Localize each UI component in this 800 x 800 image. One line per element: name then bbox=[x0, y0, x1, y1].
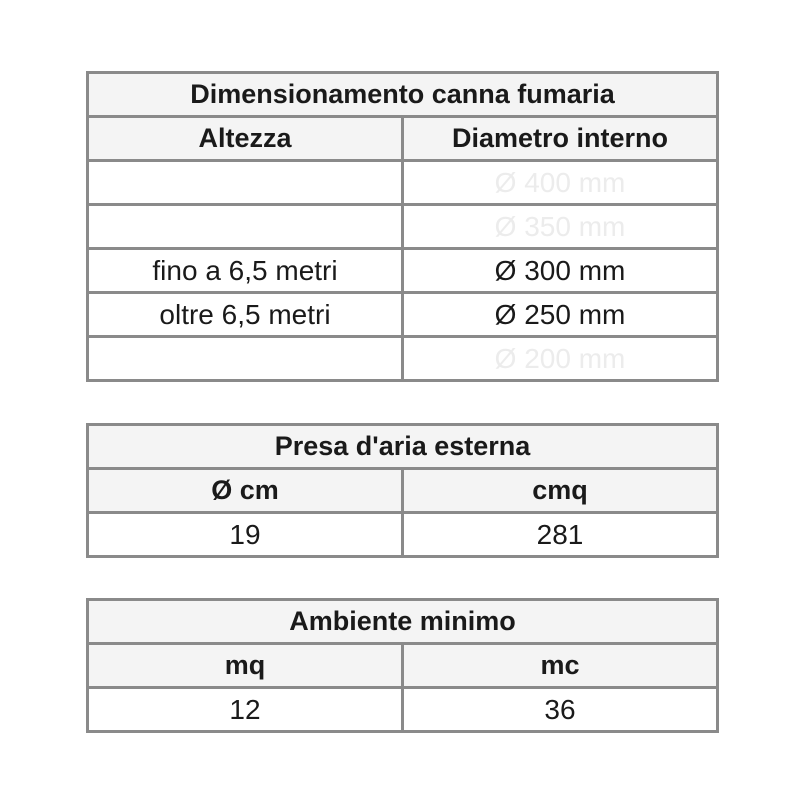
table-row bbox=[88, 688, 718, 732]
height-cell bbox=[88, 161, 403, 205]
diameter-cell: Ø 350 mm bbox=[403, 205, 718, 249]
height-cell bbox=[88, 205, 403, 249]
table-row bbox=[88, 249, 718, 293]
diameter-cell: Ø 300 mm bbox=[403, 249, 718, 293]
area-cmq-value: 281 bbox=[403, 513, 718, 557]
height-cell: fino a 6,5 metri bbox=[88, 249, 403, 293]
diameter-cell: Ø 200 mm bbox=[403, 337, 718, 381]
height-cell: oltre 6,5 metri bbox=[88, 293, 403, 337]
height-column-header: Altezza bbox=[88, 117, 403, 161]
table-row bbox=[88, 513, 718, 557]
height-cell bbox=[88, 337, 403, 381]
diameter-cm-value: 19 bbox=[88, 513, 403, 557]
table-row bbox=[88, 337, 718, 381]
area-cmq-header: cmq bbox=[403, 469, 718, 513]
diameter-cell: Ø 250 mm bbox=[403, 293, 718, 337]
flue-sizing-table bbox=[86, 71, 719, 382]
area-mq-header: mq bbox=[88, 644, 403, 688]
diameter-cell: Ø 400 mm bbox=[403, 161, 718, 205]
table-row bbox=[88, 205, 718, 249]
flue-table-title: Dimensionamento canna fumaria bbox=[88, 73, 718, 117]
air-intake-table bbox=[86, 423, 719, 558]
table-row bbox=[88, 161, 718, 205]
table-row bbox=[88, 293, 718, 337]
air-intake-title: Presa d'aria esterna bbox=[88, 425, 718, 469]
minimum-room-table bbox=[86, 598, 719, 733]
diameter-column-header: Diametro interno bbox=[403, 117, 718, 161]
diameter-cm-header: Ø cm bbox=[88, 469, 403, 513]
area-mq-value: 12 bbox=[88, 688, 403, 732]
minimum-room-title: Ambiente minimo bbox=[88, 600, 718, 644]
volume-mc-header: mc bbox=[403, 644, 718, 688]
volume-mc-value: 36 bbox=[403, 688, 718, 732]
